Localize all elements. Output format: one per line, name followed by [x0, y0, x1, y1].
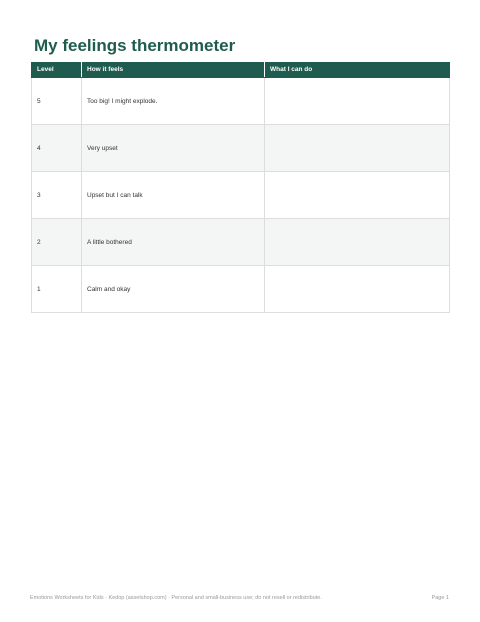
- table-row: [32, 78, 450, 125]
- footer-credit: Emotions Worksheets for Kids · Kedop (assetshop.com) · Personal and small-business use; do not resell or redistribute.: [30, 595, 322, 601]
- can-do-cell[interactable]: [265, 219, 450, 266]
- feels-cell: Calm and okay: [82, 266, 265, 313]
- level-cell: 5: [32, 78, 82, 125]
- can-do-cell[interactable]: [265, 266, 450, 313]
- can-do-cell[interactable]: [265, 125, 450, 172]
- table-body: [32, 78, 450, 313]
- column-header-level: Level: [32, 63, 82, 78]
- feelings-table: [31, 62, 450, 313]
- can-do-cell[interactable]: [265, 172, 450, 219]
- table-row: [32, 266, 450, 313]
- level-cell: 1: [32, 266, 82, 313]
- level-cell: 4: [32, 125, 82, 172]
- table-header: [32, 63, 450, 78]
- table-row: [32, 172, 450, 219]
- level-cell: 3: [32, 172, 82, 219]
- feels-cell: A little bothered: [82, 219, 265, 266]
- page-number: Page 1: [431, 595, 449, 601]
- table-header-row: [32, 63, 450, 78]
- column-header-what-i-can-do: What I can do: [265, 63, 450, 78]
- table-row: [32, 125, 450, 172]
- feels-cell: Very upset: [82, 125, 265, 172]
- can-do-cell[interactable]: [265, 78, 450, 125]
- feels-cell: Upset but I can talk: [82, 172, 265, 219]
- feels-cell: Too big! I might explode.: [82, 78, 265, 125]
- column-header-how-it-feels: How it feels: [82, 63, 265, 78]
- table-row: [32, 219, 450, 266]
- page-title: My feelings thermometer: [34, 36, 236, 55]
- level-cell: 2: [32, 219, 82, 266]
